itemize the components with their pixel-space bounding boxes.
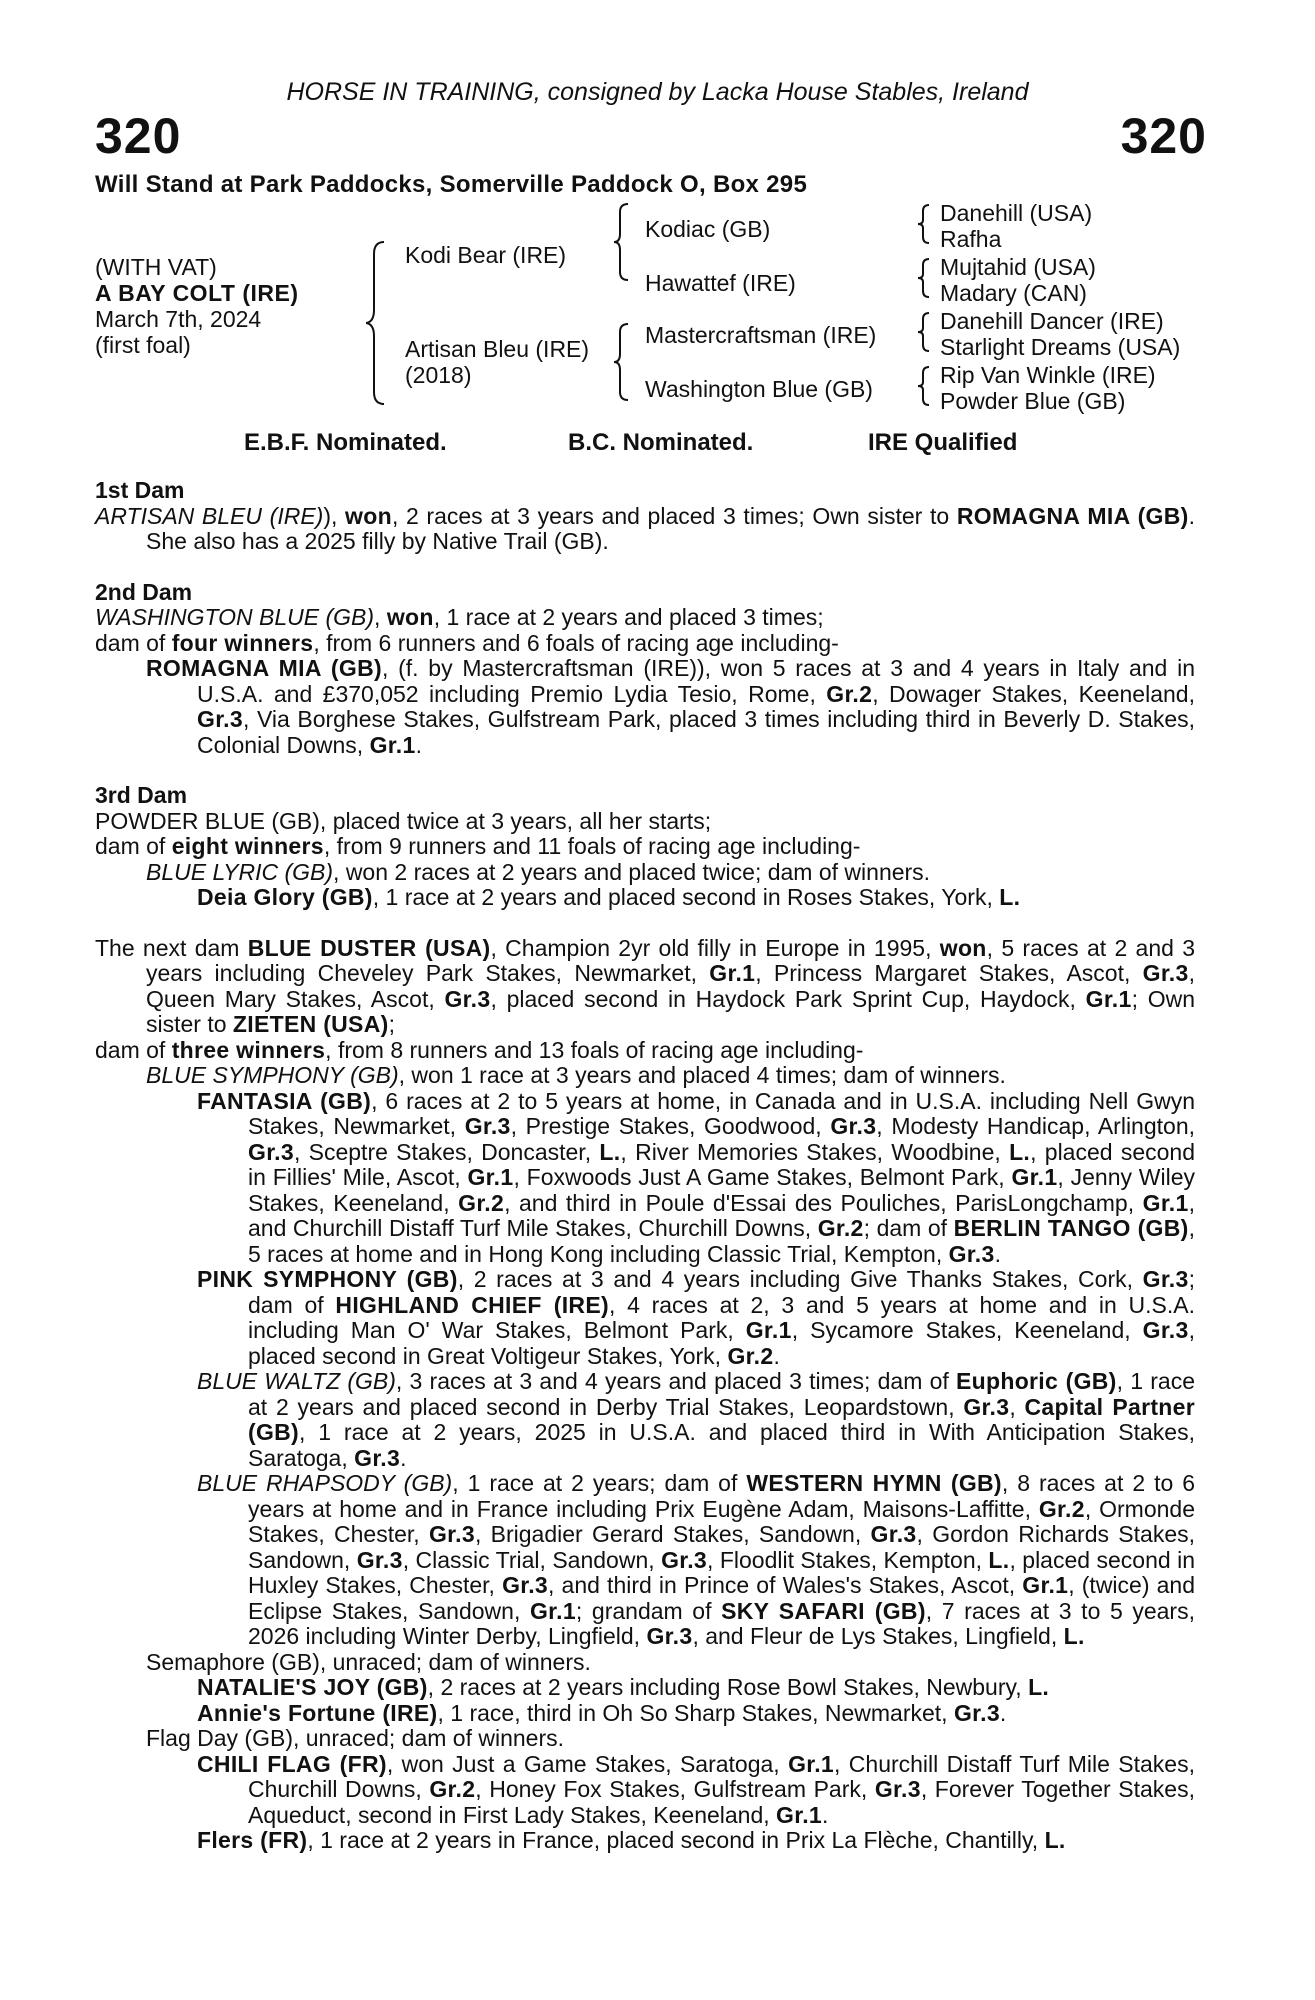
produce-entry: BLUE LYRIC (GB), won 2 races at 2 years and placed twice; dam of winners. [146, 858, 931, 885]
catalogue-header: HORSE IN TRAINING, consigned by Lacka House Stables, Ireland [286, 78, 1029, 106]
pedigree-brace-sire [612, 200, 634, 284]
next-dam-produce [95, 1726, 1195, 1752]
produce-entry: FANTASIA (GB), 6 races at 2 to 5 years at home, in Canada and in U.S.A. including Nell Gwyn Stakes, Newmarket, Gr.3, Prestige Stakes, Goodwood, Gr.3, Modesty Handicap, Arlington, Gr.3, Sceptre Stakes, Doncaster, L., River Memories Stakes, Woodbine, L., placed second in Fillies' Mile, Ascot, Gr.1, Foxwoods Just A Game Stakes, Belmont Park, Gr.1, Jenny Wiley Stakes, Keeneland, Gr.2, and third in Poule d'Essai des Pouliches, ParisLongchamp, Gr.1, and Churchill Distaff Turf Mile Stakes, Churchill Downs, Gr.2; dam of BERLIN TANGO (GB), 5 races at home and in Hong Kong including Classic Trial, Kempton, Gr.3. [197, 1087, 1196, 1267]
pedigree-sire-dam: Hawattef (IRE) [645, 270, 796, 296]
second-dam-heading: 2nd Dam [95, 578, 193, 605]
pedigree-sire-sire: Kodiac (GB) [645, 216, 771, 242]
catalogue-body [95, 478, 1195, 1854]
third-dam-produce [95, 860, 1195, 886]
produce-entry: BLUE SYMPHONY (GB), won 1 race at 3 years and placed 4 times; dam of winners. [146, 1062, 1006, 1088]
next-dam-grand-produce [95, 1369, 1195, 1471]
pedigree-brace-ss [915, 202, 933, 246]
pedigree-brace-ds [915, 310, 933, 354]
second-dam-intro: dam of four winners, from 6 runners and 6 foals of racing age including- [95, 629, 839, 656]
bc-nomination: B.C. Nominated. [568, 429, 754, 456]
next-dam-grand-produce [95, 1828, 1195, 1854]
first-dam-section [95, 504, 1195, 555]
first-dam-heading: 1st Dam [95, 477, 185, 503]
produce-entry: BLUE RHAPSODY (GB), 1 race at 2 years; dam of WESTERN HYMN (GB), 8 races at 2 to 6 years at home and in France including Prix Eugène Adam, Maisons-Laffitte, Gr.2, Ormonde Stakes, Chester, Gr.3, Brigadier Gerard Stakes, Sandown, Gr.3, Gordon Richards Stakes, Sandown, Gr.3, Classic Trial, Sandown, Gr.3, Floodlit Stakes, Kempton, L., placed second in Huxley Stakes, Chester, Gr.3, and third in Prince of Wales's Stakes, Ascot, Gr.1, (twice) and Eclipse Stakes, Sandown, Gr.1; grandam of SKY SAFARI (GB), 7 races at 3 to 5 years, 2026 including Winter Derby, Lingfield, Gr.3, and Fleur de Lys Stakes, Lingfield, L. [197, 1470, 1195, 1649]
lot-number-left: 320 [95, 108, 182, 164]
pedigree-brace-dd [915, 364, 933, 408]
ire-qualified: IRE Qualified [868, 429, 1018, 456]
pedigree-dam-dam: Washington Blue (GB) [645, 376, 873, 402]
produce-entry: Annie's Fortune (IRE), 1 race, third in Oh So Sharp Stakes, Newmarket, Gr.3. [197, 1699, 1007, 1726]
pedigree-brace-main [366, 238, 396, 408]
produce-entry: Semaphore (GB), unraced; dam of winners. [146, 1648, 591, 1675]
pedigree-ss-dam: Rafha [940, 226, 1002, 252]
next-dam-intro: The next dam BLUE DUSTER (USA), Champion 2yr old filly in Europe in 1995, won, 5 races at 2 and 3 years including Cheveley Park Stakes, Newmarket, Gr.1, Princess Margaret Stakes, Ascot, Gr.3, Queen Mary Stakes, Ascot, Gr.3, placed second in Haydock Park Sprint Cup, Haydock, Gr.1; Own sister to ZIETEN (USA); [95, 934, 1196, 1037]
next-dam-grand-produce [95, 1471, 1195, 1650]
next-dam-produce [95, 1650, 1195, 1676]
horse-name: A BAY COLT (IRE) [95, 280, 299, 306]
second-dam-intro: WASHINGTON BLUE (GB), won, 1 race at 2 years and placed 3 times; [95, 604, 824, 630]
pedigree-sd-sire: Mujtahid (USA) [940, 254, 1096, 280]
produce-entry: ROMAGNA MIA (GB), (f. by Mastercraftsman (IRE)), won 5 races at 3 and 4 years in Italy and in U.S.A. and £370,052 including Premio Lydia Tesio, Rome, Gr.2, Dowager Stakes, Keeneland, Gr.3, Via Borghese Stakes, Gulfstream Park, placed 3 times including third in Beverly D. Stakes, Colonial Downs, Gr.1. [146, 655, 1195, 758]
produce-entry: BLUE WALTZ (GB), 3 races at 3 and 4 years and placed 3 times; dam of Euphoric (GB), 1 race at 2 years and placed second in Derby Trial Stakes, Leopardstown, Gr.3, Capital Partner (GB), 1 race at 2 years, 2025 in U.S.A. and placed third in With Anticipation Stakes, Saratoga, Gr.3. [197, 1368, 1195, 1471]
produce-entry: NATALIE'S JOY (GB), 2 races at 2 years including Rose Bowl Stakes, Newbury, L. [197, 1674, 1050, 1700]
next-dam-dam-of: dam of three winners, from 8 runners and 13 foals of racing age including- [95, 1036, 864, 1063]
ebf-nomination: E.B.F. Nominated. [244, 429, 447, 456]
pedigree-brace-dam [612, 320, 634, 404]
pedigree-ds-sire: Danehill Dancer (IRE) [940, 308, 1164, 334]
vat-note: (WITH VAT) [95, 254, 217, 280]
second-dam-produce [95, 656, 1195, 758]
produce-entry: Deia Glory (GB), 1 race at 2 years and placed second in Roses Stakes, York, L. [197, 884, 1021, 910]
pedigree-dd-sire: Rip Van Winkle (IRE) [940, 362, 1156, 388]
pedigree-dam-sire: Mastercraftsman (IRE) [645, 322, 877, 348]
stand-location: Will Stand at Park Paddocks, Somerville Paddock O, Box 295 [95, 171, 808, 198]
next-dam-produce [95, 1063, 1195, 1089]
pedigree-brace-sd [915, 256, 933, 300]
next-dam-grand-produce [95, 1267, 1195, 1369]
lot-number-right: 320 [1120, 108, 1207, 164]
produce-entry: Flag Day (GB), unraced; dam of winners. [146, 1725, 564, 1751]
third-dam-intro: POWDER BLUE (GB), placed twice at 3 years, all her starts; [95, 807, 712, 834]
pedigree-ds-dam: Starlight Dreams (USA) [940, 334, 1181, 360]
third-dam-intro: dam of eight winners, from 9 runners and 11 foals of racing age including- [95, 833, 861, 859]
produce-entry: Flers (FR), 1 race at 2 years in France, placed second in Prix La Flèche, Chantilly, L. [197, 1827, 1066, 1853]
next-dam-grand-produce [95, 1089, 1195, 1268]
next-dam-grand-produce [95, 1752, 1195, 1829]
first-dam-entry: ARTISAN BLEU (IRE)), won, 2 races at 3 years and placed 3 times; Own sister to ROMAGNA MIA (GB). She also has a 2025 filly by Native Trail (GB). [95, 502, 1195, 554]
pedigree-dam-year: (2018) [405, 362, 472, 388]
second-dam-section [95, 605, 1195, 758]
foaling-date: March 7th, 2024 [95, 306, 262, 332]
third-dam-section [95, 809, 1195, 911]
third-dam-grand-produce [95, 885, 1195, 911]
pedigree-sire: Kodi Bear (IRE) [405, 242, 567, 268]
pedigree-ss-sire: Danehill (USA) [940, 200, 1093, 226]
pedigree-dd-dam: Powder Blue (GB) [940, 388, 1126, 414]
next-dam-section [95, 936, 1195, 1854]
foal-note: (first foal) [95, 332, 191, 358]
next-dam-grand-produce [95, 1701, 1195, 1727]
third-dam-heading: 3rd Dam [95, 782, 188, 808]
produce-entry: CHILI FLAG (FR), won Just a Game Stakes, Saratoga, Gr.1, Churchill Distaff Turf Mile Stakes, Churchill Downs, Gr.2, Honey Fox Stakes, Gulfstream Park, Gr.3, Forever Together Stakes, Aqueduct, second in First Lady Stakes, Keeneland, Gr.1. [197, 1750, 1195, 1828]
pedigree-dam: Artisan Bleu (IRE) [405, 336, 590, 362]
produce-entry: PINK SYMPHONY (GB), 2 races at 3 and 4 years including Give Thanks Stakes, Cork, Gr.3; dam of HIGHLAND CHIEF (IRE), 4 races at 2, 3 and 5 years at home and in U.S.A. including Man O' War Stakes, Belmont Park, Gr.1, Sycamore Stakes, Keeneland, Gr.3, placed second in Great Voltigeur Stakes, York, Gr.2. [197, 1266, 1195, 1369]
pedigree-sd-dam: Madary (CAN) [940, 280, 1087, 306]
next-dam-grand-produce [95, 1675, 1195, 1701]
